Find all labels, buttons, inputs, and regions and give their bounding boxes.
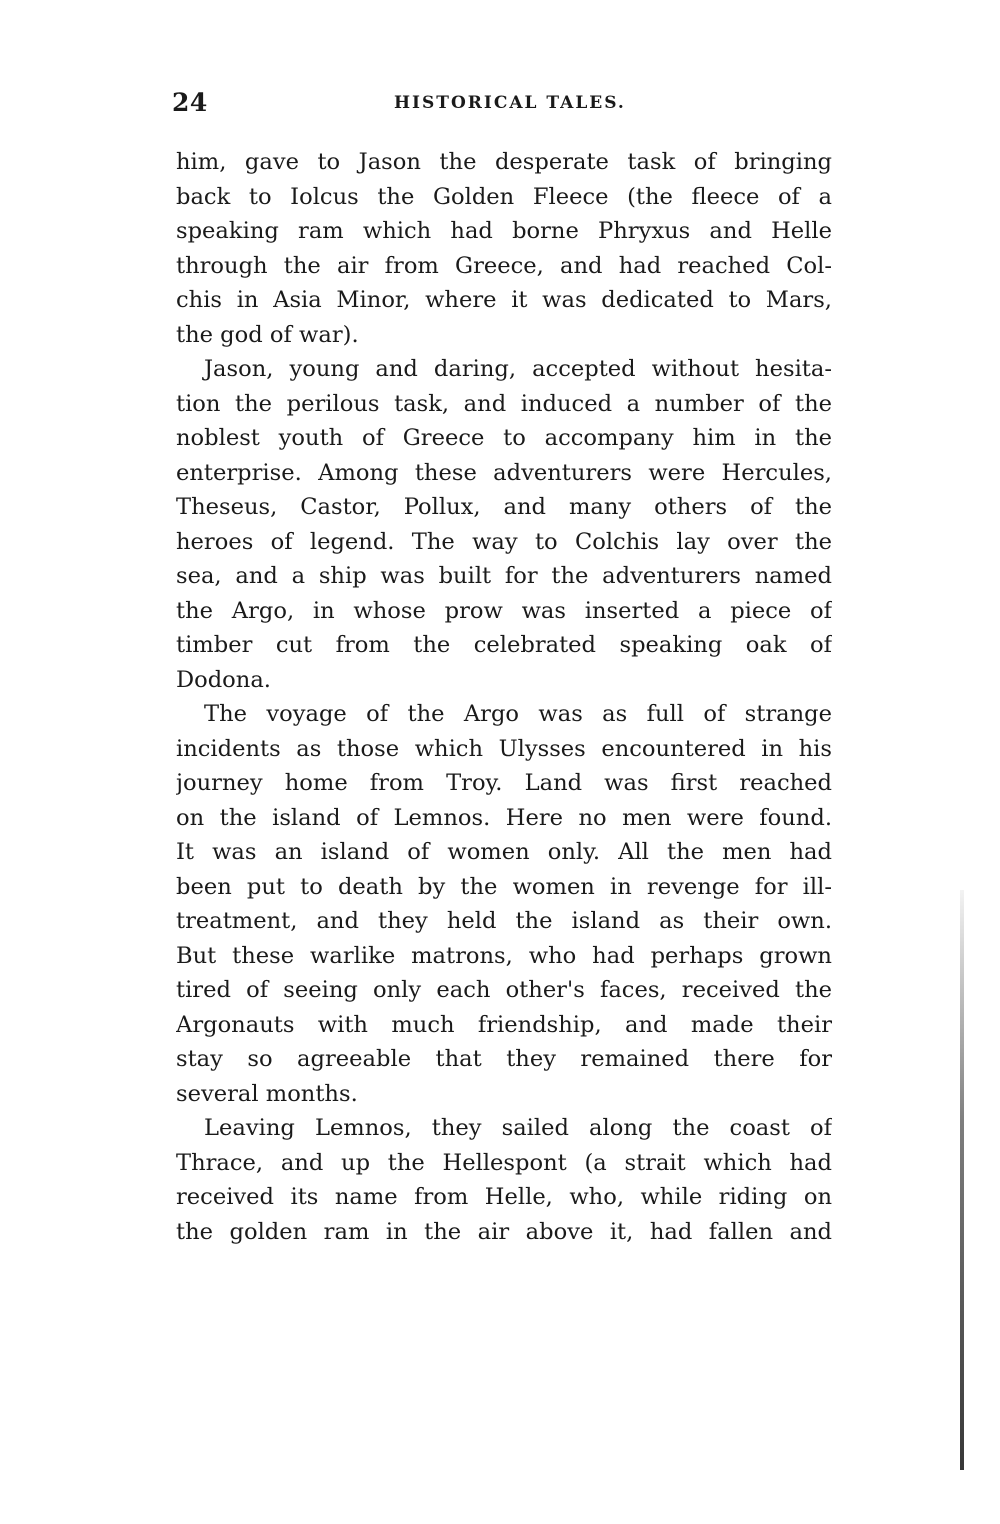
text-line: speaking ram which had borne Phryxus and Helle xyxy=(176,218,832,244)
text-line: But these warlike matrons, who had perhaps grown xyxy=(176,942,832,969)
text-line: several months. xyxy=(176,1080,358,1107)
text-line: heroes of legend. The way to Colchis lay over the xyxy=(176,528,832,555)
text-line: through the air from Greece, and had reached Col- xyxy=(176,252,832,279)
text-line: tion the perilous task, and induced a number of the xyxy=(176,390,832,417)
text-line: journey home from Troy. Land was first reached xyxy=(176,770,832,796)
page-header xyxy=(172,88,832,124)
text-line: been put to death by the women in revenge for ill- xyxy=(176,873,832,900)
text-line: received its name from Helle, who, while riding on xyxy=(176,1184,832,1210)
text-line: timber cut from the celebrated speaking oak of xyxy=(176,632,832,658)
page-edge-shadow xyxy=(960,890,964,1470)
running-head: HISTORICAL TALES. xyxy=(394,93,626,113)
text-line: incidents as those which Ulysses encountered in his xyxy=(176,735,832,762)
text-line: the god of war). xyxy=(176,321,359,348)
text-line: The voyage of the Argo was as full of strange xyxy=(204,701,832,727)
text-line: stay so agreeable that they remained there for xyxy=(176,1046,832,1072)
text-line: Theseus, Castor, Pollux, and many others of the xyxy=(176,494,832,520)
text-line: sea, and a ship was built for the adventurers named xyxy=(176,563,832,589)
text-line: on the island of Lemnos. Here no men were found. xyxy=(176,804,832,831)
text-line: Argonauts with much friendship, and made their xyxy=(176,1011,832,1038)
text-line: tired of seeing only each other's faces, received the xyxy=(176,977,832,1003)
text-line: him, gave to Jason the desperate task of bringing xyxy=(176,149,832,175)
text-line: It was an island of women only. All the men had xyxy=(176,839,832,865)
text-line: Thrace, and up the Hellespont (a strait which had xyxy=(176,1149,832,1176)
text-line: Jason, young and daring, accepted without hesita- xyxy=(204,356,832,382)
text-line: treatment, and they held the island as their own. xyxy=(176,908,832,934)
page-number: 24 xyxy=(172,88,208,117)
text-line: back to Iolcus the Golden Fleece (the fleece of a xyxy=(176,183,832,210)
text-line: Leaving Lemnos, they sailed along the coast of xyxy=(204,1115,832,1141)
text-line: enterprise. Among these adventurers were Hercules, xyxy=(176,459,832,486)
body-text xyxy=(176,145,832,1249)
text-line: the Argo, in whose prow was inserted a piece of xyxy=(176,597,832,624)
text-line: chis in Asia Minor, where it was dedicated to Mars, xyxy=(176,287,832,313)
text-line: Dodona. xyxy=(176,666,271,693)
text-line: noblest youth of Greece to accompany him in the xyxy=(176,425,832,451)
text-line: the golden ram in the air above it, had fallen and xyxy=(176,1218,832,1245)
